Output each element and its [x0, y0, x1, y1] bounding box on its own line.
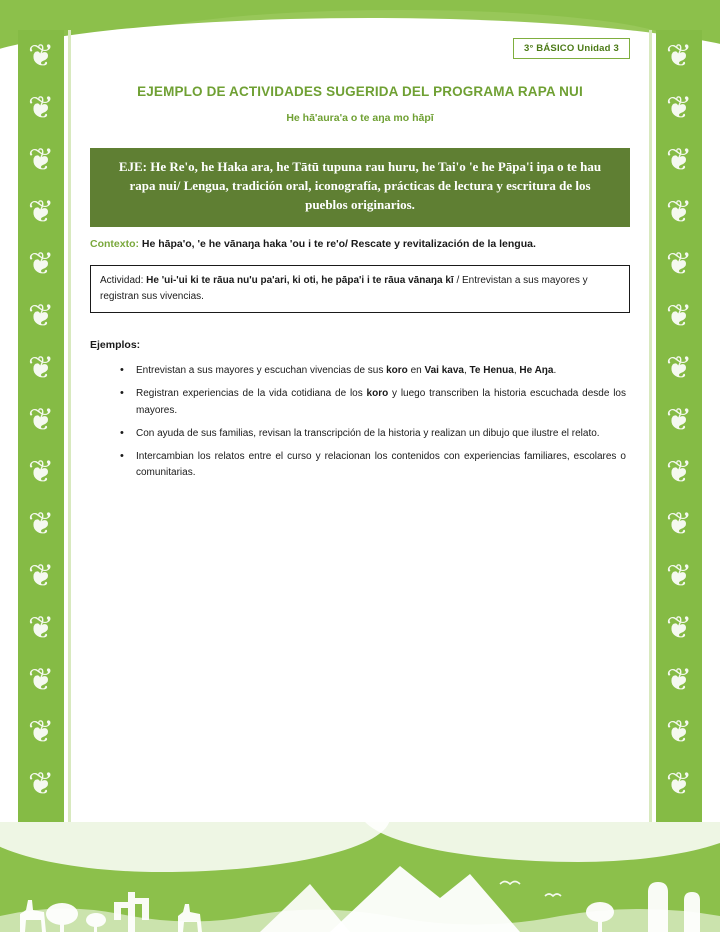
ornament-motif-icon: ❦	[666, 506, 692, 542]
actividad-rapanui: He 'ui-'ui ki te rāua nu'u pa'ari, ki oti, he pāpa'i i te rāua vānaŋa kī	[146, 275, 454, 287]
ornament-motif-icon: ❦	[28, 506, 54, 542]
ornament-motif-icon: ❦	[28, 194, 54, 230]
ornament-motif-icon: ❦	[666, 714, 692, 750]
contexto-value: He hāpa'o, 'e he vānaŋa haka 'ou i te re'o/ Rescate y revitalización de la lengua.	[141, 237, 536, 250]
contexto-line	[90, 237, 630, 252]
ornament-motif-icon: ❦	[666, 142, 692, 178]
ornament-motif-icon: ❦	[28, 610, 54, 646]
ornament-motif-icon: ❦	[666, 558, 692, 594]
page-title: EJEMPLO DE ACTIVIDADES SUGERIDA DEL PROGRAMA RAPA NUI	[137, 84, 583, 99]
ornament-motif-icon: ❦	[28, 558, 54, 594]
ornament-motif-icon: ❦	[666, 38, 692, 74]
right-ornament-column	[656, 30, 702, 860]
ornament-motif-icon: ❦	[28, 662, 54, 698]
ornament-motif-icon: ❦	[28, 766, 54, 802]
eje-banner: EJE: He Re'o, he Haka ara, he Tātū tupuna rau huru, he Tai'o 'e he Pāpa'i iŋa o te hau rapa nui/ Lengua, tradición oral, iconografía, prácticas de lectura y escritura de los pueblos originarios.	[90, 148, 630, 227]
ornament-motif-icon: ❦	[666, 610, 692, 646]
left-ornament-column	[18, 30, 64, 860]
right-inner-rule	[649, 30, 652, 860]
ornament-motif-icon: ❦	[666, 246, 692, 282]
actividad-label: Actividad:	[100, 275, 144, 287]
content-column	[90, 30, 630, 488]
ornament-motif-icon: ❦	[666, 298, 692, 334]
ornament-motif-icon: ❦	[28, 142, 54, 178]
bottom-decorative-band	[0, 822, 720, 932]
landscape-silhouette	[0, 840, 720, 932]
contexto-label: Contexto:	[90, 237, 139, 250]
ornament-motif-icon: ❦	[28, 350, 54, 386]
ornament-motif-icon: ❦	[28, 38, 54, 74]
ornament-motif-icon: ❦	[666, 350, 692, 386]
ejemplos-list	[90, 363, 630, 481]
ornament-motif-icon: ❦	[666, 766, 692, 802]
ornament-motif-icon: ❦	[28, 246, 54, 282]
ornament-motif-icon: ❦	[666, 454, 692, 490]
ornament-motif-icon: ❦	[666, 662, 692, 698]
list-item: • Con ayuda de sus familias, revisan la transcripción de la historia y realizan un dibujo que ilustre el relato.	[136, 426, 630, 442]
ornament-motif-icon: ❦	[28, 714, 54, 750]
ornament-motif-icon: ❦	[666, 194, 692, 230]
list-item: • Entrevistan a sus mayores y escuchan vivencias de sus koro en Vai kava, Te Henua, He Aŋa.	[136, 363, 630, 379]
list-item: • Intercambian los relatos entre el curso y relacionan los contenidos con experiencias familiares, escolares o comunitarias.	[136, 449, 630, 481]
unit-badge: 3° BÁSICO Unidad 3	[513, 38, 630, 59]
left-inner-rule	[68, 30, 71, 860]
ornament-motif-icon: ❦	[28, 298, 54, 334]
ornament-motif-icon: ❦	[666, 90, 692, 126]
list-item: • Registran experiencias de la vida cotidiana de los koro y luego transcriben la historia escuchada desde los mayores.	[136, 386, 630, 418]
ornament-motif-icon: ❦	[28, 90, 54, 126]
actividad-box	[90, 265, 630, 313]
ornament-motif-icon: ❦	[28, 454, 54, 490]
ornament-motif-icon: ❦	[28, 402, 54, 438]
ejemplos-heading: Ejemplos:	[90, 339, 141, 352]
actividad-spanish: / Entrevistan a sus mayores y registran sus vivencias.	[100, 275, 588, 302]
page-subtitle: He hā'aura'a o te aŋa mo hāpī	[286, 112, 434, 124]
ornament-motif-icon: ❦	[666, 402, 692, 438]
